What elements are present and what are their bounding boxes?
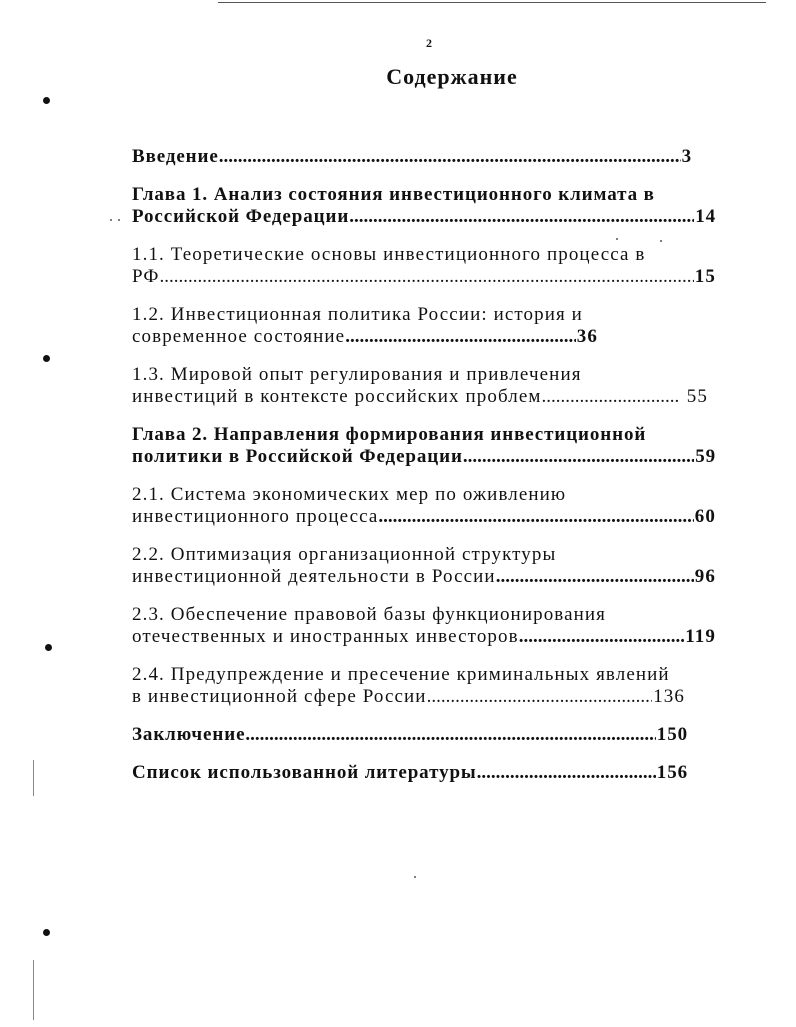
toc-page-number: 119 bbox=[685, 626, 716, 647]
dot-leader bbox=[159, 266, 693, 288]
toc-page-number: 156 bbox=[656, 762, 688, 783]
toc-entry-section-1-1[interactable] bbox=[132, 244, 716, 288]
scan-speck bbox=[414, 876, 416, 878]
scan-speck bbox=[616, 238, 618, 240]
toc-entry-section-2-1[interactable] bbox=[132, 484, 716, 528]
toc-entry-section-2-4[interactable] bbox=[132, 664, 716, 708]
binder-hole-mark bbox=[43, 355, 50, 362]
toc-page-number: 55 bbox=[686, 386, 708, 407]
scan-speck bbox=[118, 219, 120, 221]
toc-entry-section-2-2[interactable] bbox=[132, 544, 716, 588]
dot-leader bbox=[542, 386, 678, 408]
toc-entry-title: 2.1. Система экономических мер по оживлению bbox=[132, 484, 567, 505]
toc-entry-title-continued: инвестиционного процесса bbox=[132, 506, 379, 527]
toc-page-number: 150 bbox=[656, 724, 688, 745]
scan-speck bbox=[110, 219, 112, 221]
toc-entry-title: 1.1. Теоретические основы инвестиционного процесса в bbox=[132, 244, 646, 265]
toc-entry-conclusion[interactable] bbox=[132, 724, 716, 746]
toc-entry-title: 2.2. Оптимизация организационной структуры bbox=[132, 544, 557, 565]
toc-page-number: 3 bbox=[681, 146, 692, 167]
toc-page-number: 136 bbox=[653, 686, 685, 707]
dot-leader bbox=[345, 326, 576, 348]
binder-hole-mark bbox=[43, 97, 50, 104]
toc-page-number: 96 bbox=[694, 566, 716, 587]
table-of-contents bbox=[132, 146, 716, 800]
toc-entry-chapter-2[interactable] bbox=[132, 424, 716, 468]
toc-entry-section-1-2[interactable] bbox=[132, 304, 716, 348]
toc-entry-section-1-3[interactable] bbox=[132, 364, 716, 408]
toc-entry-introduction[interactable] bbox=[132, 146, 716, 168]
page-number: 2 bbox=[426, 36, 432, 50]
toc-entry-bibliography[interactable] bbox=[132, 762, 716, 784]
dot-leader bbox=[519, 626, 685, 648]
binder-hole-mark bbox=[43, 929, 50, 936]
page-title: Содержание bbox=[386, 64, 518, 89]
toc-entry-title-continued: РФ bbox=[132, 266, 160, 287]
toc-entry-title: 2.3. Обеспечение правовой базы функционирования bbox=[132, 604, 607, 625]
top-scan-rule bbox=[218, 2, 766, 3]
toc-page-number: 60 bbox=[694, 506, 716, 527]
dot-leader bbox=[427, 686, 653, 708]
toc-entry-title: Глава 2. Направления формирования инвестиционной bbox=[132, 424, 647, 445]
toc-entry-title: Список использованной литературы bbox=[132, 762, 477, 783]
dot-leader bbox=[496, 566, 694, 588]
scan-edge-mark bbox=[33, 960, 34, 1020]
toc-page-number: 59 bbox=[695, 446, 716, 467]
toc-page-number: 15 bbox=[694, 266, 716, 287]
dot-leader bbox=[378, 506, 693, 528]
toc-entry-chapter-1[interactable] bbox=[132, 184, 716, 228]
toc-entry-title-continued: современное состояние bbox=[132, 326, 346, 347]
toc-entry-title: Введение bbox=[132, 146, 219, 167]
toc-entry-title-continued: инвестиций в контексте российских проблем bbox=[132, 386, 542, 407]
toc-entry-title: 1.3. Мировой опыт регулирования и привлечения bbox=[132, 364, 582, 385]
dot-leader bbox=[219, 146, 681, 168]
toc-entry-title: 2.4. Предупреждение и пресечение криминальных явлений bbox=[132, 664, 670, 685]
toc-page-number: 36 bbox=[576, 326, 598, 347]
binder-hole-mark bbox=[45, 644, 52, 651]
toc-entry-title: 1.2. Инвестиционная политика России: история и bbox=[132, 304, 583, 325]
toc-entry-title-continued: инвестиционной деятельности в России bbox=[132, 566, 496, 587]
toc-entry-title: Глава 1. Анализ состояния инвестиционного климата в bbox=[132, 184, 655, 205]
toc-page-number: 14 bbox=[695, 206, 716, 227]
scan-speck bbox=[660, 240, 662, 242]
scan-edge-mark bbox=[33, 760, 34, 796]
toc-entry-title-continued: Российской Федерации bbox=[132, 206, 350, 227]
toc-entry-title: Заключение bbox=[132, 724, 246, 745]
toc-entry-section-2-3[interactable] bbox=[132, 604, 716, 648]
dot-leader bbox=[477, 762, 656, 784]
toc-entry-title-continued: в инвестиционной сфере России bbox=[132, 686, 427, 707]
toc-entry-title-continued: отечественных и иностранных инвесторов bbox=[132, 626, 519, 647]
toc-entry-title-continued: политики в Российской Федерации bbox=[132, 446, 463, 467]
dot-leader bbox=[245, 724, 655, 746]
dot-leader bbox=[463, 446, 694, 468]
dot-leader bbox=[349, 206, 694, 228]
